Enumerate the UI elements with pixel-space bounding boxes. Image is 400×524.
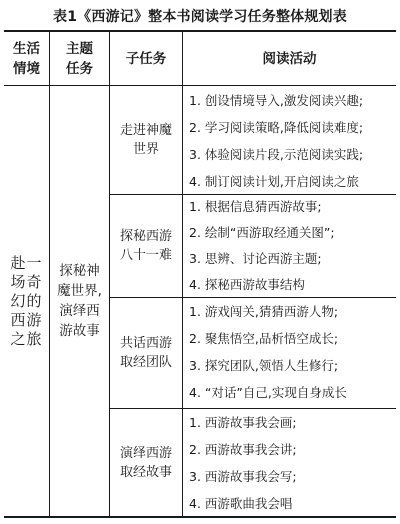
list-item: 4. “对话”自己,实现自身成长	[189, 385, 347, 400]
list-item: 2. 西游故事我会讲;	[189, 442, 297, 457]
header-situation: 生活 情境	[13, 40, 40, 77]
header-theme: 主题 任务	[66, 40, 93, 77]
activity-list-4	[189, 409, 393, 517]
list-item: 2. 聚焦悟空,品析悟空成长;	[189, 331, 339, 346]
subtask-name-1: 走进神魔 世界	[119, 123, 172, 157]
subtask-name-4: 演绎西游 取经故事	[119, 445, 172, 480]
theme-cell: 探秘神 魔世界, 演绎西 游故事	[57, 263, 102, 339]
column-divider-3	[182, 30, 183, 518]
list-item: 2. 绘制“西游取经通关图”;	[189, 225, 335, 240]
list-item: 1. 游戏闯关,猜猜西游人物;	[189, 304, 339, 319]
subtask-name-2: 探秘西游 八十一难	[119, 229, 172, 263]
situation-cell: 赴一 场奇 幻的 西游 之旅	[10, 253, 43, 348]
list-item: 4. 制订阅读计划,开启阅读之旅	[189, 174, 359, 189]
planning-table	[4, 30, 396, 518]
table-title: 表1《西游记》整本书阅读学习任务整体规划表	[53, 9, 347, 25]
activity-list-3	[189, 298, 393, 406]
list-item: 3. 思辨、讨论西游主题;	[189, 251, 322, 266]
activity-list-1	[189, 87, 393, 195]
list-item: 1. 创设情境导入,激发阅读兴趣;	[189, 93, 364, 108]
list-item: 4. 探秘西游故事结构	[189, 277, 305, 292]
header-subtask: 子任务	[125, 50, 167, 67]
list-item: 4. 西游歌曲我会唱	[189, 496, 293, 511]
list-item: 2. 学习阅读策略,降低阅读难度;	[189, 120, 364, 135]
header-activity: 阅读活动	[262, 50, 317, 67]
list-item: 1. 西游故事我会画;	[189, 415, 297, 430]
list-item: 1. 根据信息猜西游故事;	[189, 199, 322, 214]
list-item: 3. 体验阅读片段,示范阅读实践;	[189, 147, 364, 162]
list-item: 3. 探究团队,领悟人生修行;	[189, 358, 339, 373]
activity-list-2	[189, 194, 393, 298]
list-item: 3. 西游故事我会写;	[189, 469, 297, 484]
subtask-name-3: 共话西游 取经团队	[119, 336, 172, 370]
